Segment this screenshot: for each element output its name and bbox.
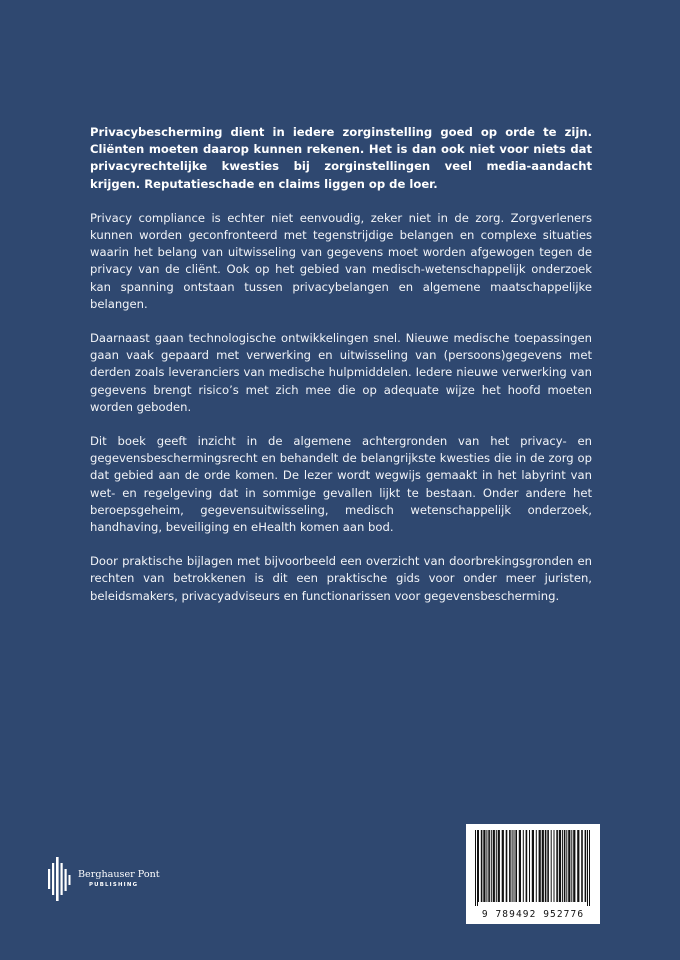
- body-paragraph-book-contents: Dit boek geeft inzicht in de algemene achtergronden van het privacy- en gegevensbeschermingsrecht en behandelt de belangrijkste kwesties die in de zorg op dat gebied aan de orde komen. De lezer wordt wegwijs gemaakt in het labyrint van wet- en regelgeving dat in sommige gevallen lijkt te bestaan. Onder andere het beroepsgeheim, gegevensuitwisseling, medisch wetenschappelijk onderzoek, handhaving, beveiliging en eHealth komen aan bod.: [90, 434, 592, 535]
- isbn-barcode: [466, 824, 600, 924]
- berghauser-pont-logo-icon: [48, 855, 72, 903]
- body-paragraph-compliance: Privacy compliance is echter niet eenvoudig, zeker niet in de zorg. Zorgverleners kunnen worden geconfronteerd met tegenstrijdige belangen en complexe situaties waarin het belang van uitwisseling van gegevens moet worden afgewogen tegen de privacy van de cliënt. Ook op het gebied van medisch-wetenschappelijk onderzoek kan spanning ontstaan tussen privacybelangen en algemene maatschappelijke belangen.: [90, 210, 592, 311]
- intro-paragraph: Privacybescherming dient in iedere zorginstelling goed op orde te zijn. Cliënten moeten daarop kunnen rekenen. Het is dan ook niet voor niets dat privacyrechtelijke kwesties bij zorginstellingen veel media-aandacht krijgen. Reputatieschade en claims liggen op de loer.: [90, 125, 592, 191]
- body-paragraph-technology: Daarnaast gaan technologische ontwikkelingen snel. Nieuwe medische toepassingen gaan vaak gepaard met verwerking en uitwisseling van (persoons)gegevens met derden zoals leveranciers van medische hulpmiddelen. Iedere nieuwe verwerking van gegevens brengt risico’s met zich mee die op adequate wijze het hoofd moeten worden geboden.: [90, 331, 592, 414]
- body-paragraph-appendices: Door praktische bijlagen met bijvoorbeeld een overzicht van doorbrekingsgronden en rechten van betrokkenen is dit een praktische gids voor onder meer juristen, beleidsmakers, privacyadviseurs en functionarissen voor gegevensbescherming.: [90, 554, 592, 603]
- publisher-sub: PUBLISHING: [89, 881, 139, 888]
- isbn-number: 9 789492 952776: [481, 909, 585, 920]
- back-cover-text: [90, 124, 592, 622]
- publisher-name: Berghauser Pont: [78, 869, 160, 880]
- publisher-logo: [48, 855, 160, 903]
- barcode-bars: [474, 830, 592, 906]
